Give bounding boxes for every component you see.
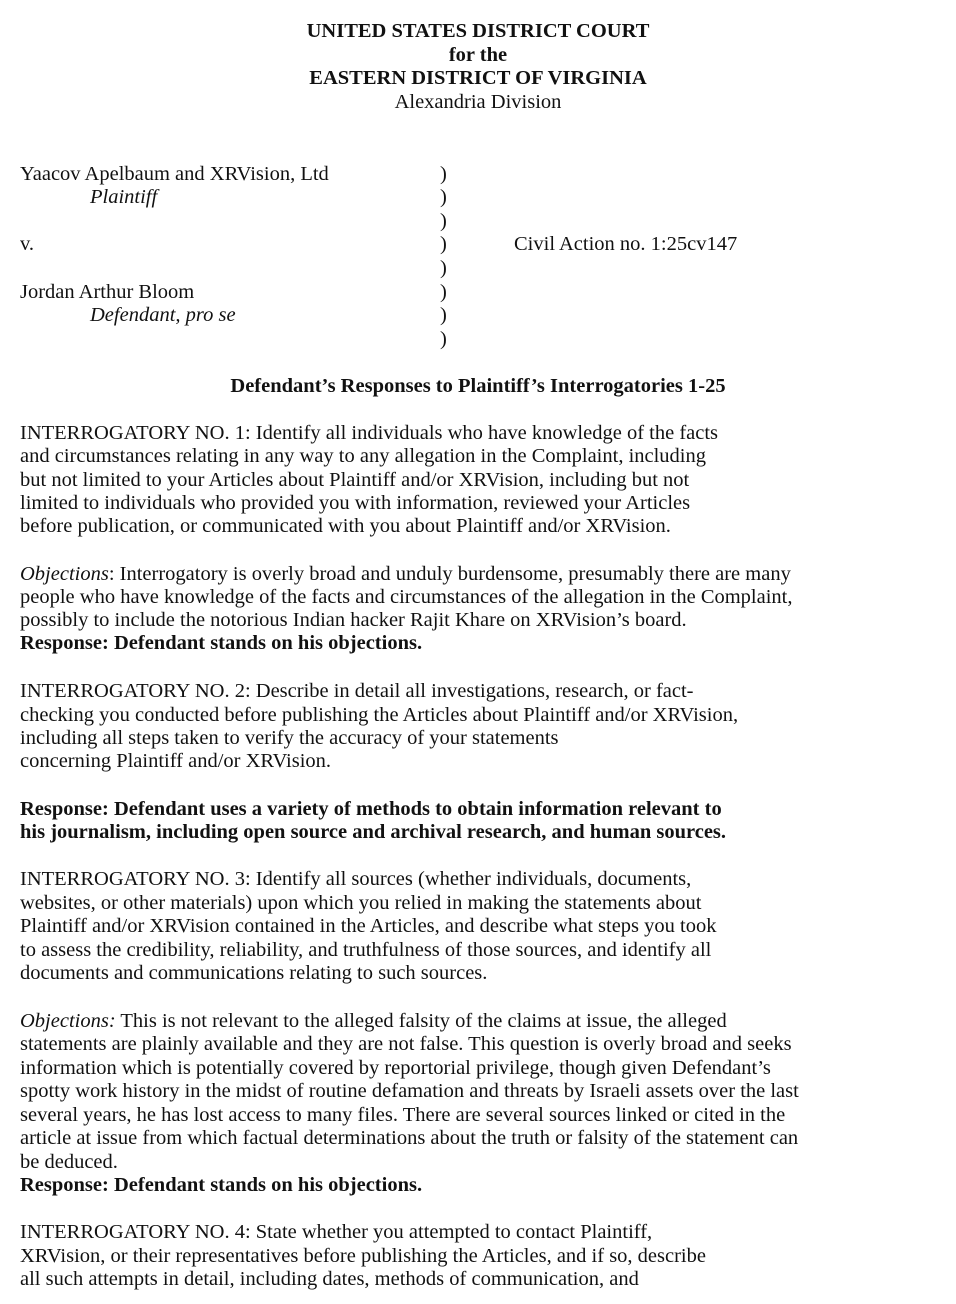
interrogatory-line: including all steps taken to verify the accuracy of your statements bbox=[20, 727, 559, 749]
response-line: Response: Defendant uses a variety of methods to obtain information relevant to bbox=[20, 798, 722, 820]
objections-line: be deduced. bbox=[20, 1151, 118, 1173]
objections-label: Objections bbox=[20, 563, 109, 585]
interrogatory-line: before publication, or communicated with you about Plaintiff and/or XRVision. bbox=[20, 515, 671, 537]
interrogatory-line: XRVision, or their representatives before publishing the Articles, and if so, describe bbox=[20, 1245, 706, 1267]
objections-line bbox=[20, 1010, 945, 1034]
plaintiff-role: Plaintiff bbox=[90, 186, 158, 208]
interrogatory-line: checking you conducted before publishing the Articles about Plaintiff and/or XRVision, bbox=[20, 704, 739, 726]
response-line: his journalism, including open source and archival research, and human sources. bbox=[20, 821, 727, 843]
objections-line bbox=[20, 563, 945, 587]
objections-text: This is not relevant to the alleged falsity of the claims at issue, the alleged bbox=[115, 1010, 727, 1032]
interrogatory-line: Plaintiff and/or XRVision contained in the Articles, and describe what steps you took bbox=[20, 915, 717, 937]
interrogatory-line: and circumstances relating in any way to any allegation in the Complaint, including bbox=[20, 445, 706, 467]
civil-action-number: Civil Action no. 1:25cv147 bbox=[514, 233, 738, 255]
caption-paren: ) bbox=[440, 281, 447, 303]
court-header bbox=[0, 20, 956, 114]
defendant-name: Jordan Arthur Bloom bbox=[20, 281, 195, 303]
objections-line: article at issue from which factual determinations about the truth or falsity of the statement can bbox=[20, 1127, 799, 1149]
interrogatory-line: documents and communications relating to such sources. bbox=[20, 962, 488, 984]
objections-line: information which is potentially covered by reportorial privilege, though given Defendant’s bbox=[20, 1057, 771, 1079]
objections-line: spotty work history in the midst of routine defamation and threats by Israeli assets over the last bbox=[20, 1080, 799, 1102]
caption-paren: ) bbox=[440, 233, 447, 255]
caption-paren: ) bbox=[440, 257, 447, 279]
objections-text: : Interrogatory is overly broad and unduly burdensome, presumably there are many bbox=[108, 563, 791, 585]
document-title: Defendant’s Responses to Plaintiff’s Interrogatories 1-25 bbox=[230, 375, 726, 397]
court-district: EASTERN DISTRICT OF VIRGINIA bbox=[309, 67, 647, 89]
interrogatory-line: INTERROGATORY NO. 3: Identify all sources (whether individuals, documents, bbox=[20, 868, 692, 890]
objections-line: several years, he has lost access to many files. There are several sources linked or cited in the bbox=[20, 1104, 786, 1126]
interrogatory-line: INTERROGATORY NO. 1: Identify all individuals who have knowledge of the facts bbox=[20, 422, 719, 444]
interrogatory-line: concerning Plaintiff and/or XRVision. bbox=[20, 750, 332, 772]
objections-line: possibly to include the notorious Indian hacker Rajit Khare on XRVision’s board. bbox=[20, 609, 687, 631]
court-name: UNITED STATES DISTRICT COURT bbox=[306, 20, 650, 42]
caption-paren: ) bbox=[440, 186, 447, 208]
objections-line: statements are plainly available and they are not false. This question is overly broad and seeks bbox=[20, 1033, 792, 1055]
court-division: Alexandria Division bbox=[394, 90, 562, 113]
defendant-role: Defendant, pro se bbox=[90, 304, 236, 326]
interrogatory-line: limited to individuals who provided you with information, reviewed your Articles bbox=[20, 492, 691, 514]
interrogatory-line: websites, or other materials) upon which you relied in making the statements about bbox=[20, 892, 702, 914]
interrogatory-line: INTERROGATORY NO. 2: Describe in detail all investigations, research, or fact- bbox=[20, 680, 694, 702]
objections-label: Objections: bbox=[20, 1010, 116, 1032]
interrogatory-line: all such attempts in detail, including dates, methods of communication, and bbox=[20, 1268, 639, 1290]
caption-paren: ) bbox=[440, 304, 447, 326]
response-line: Response: Defendant stands on his objections. bbox=[20, 632, 423, 654]
response-line: Response: Defendant stands on his objections. bbox=[20, 1174, 423, 1196]
versus: v. bbox=[20, 233, 35, 255]
objections-line: people who have knowledge of the facts and circumstances of the allegation in the Complaint, bbox=[20, 586, 793, 608]
court-for-the: for the bbox=[448, 43, 508, 66]
interrogatory-line: INTERROGATORY NO. 4: State whether you attempted to contact Plaintiff, bbox=[20, 1221, 653, 1243]
interrogatory-line: but not limited to your Articles about Plaintiff and/or XRVision, including but not bbox=[20, 469, 690, 491]
caption-paren: ) bbox=[440, 210, 447, 232]
plaintiff-name: Yaacov Apelbaum and XRVision, Ltd bbox=[20, 163, 329, 185]
caption-paren: ) bbox=[440, 328, 447, 350]
interrogatory-line: to assess the credibility, reliability, and truthfulness of those sources, and identify all bbox=[20, 939, 712, 961]
caption-paren: ) bbox=[440, 163, 447, 185]
